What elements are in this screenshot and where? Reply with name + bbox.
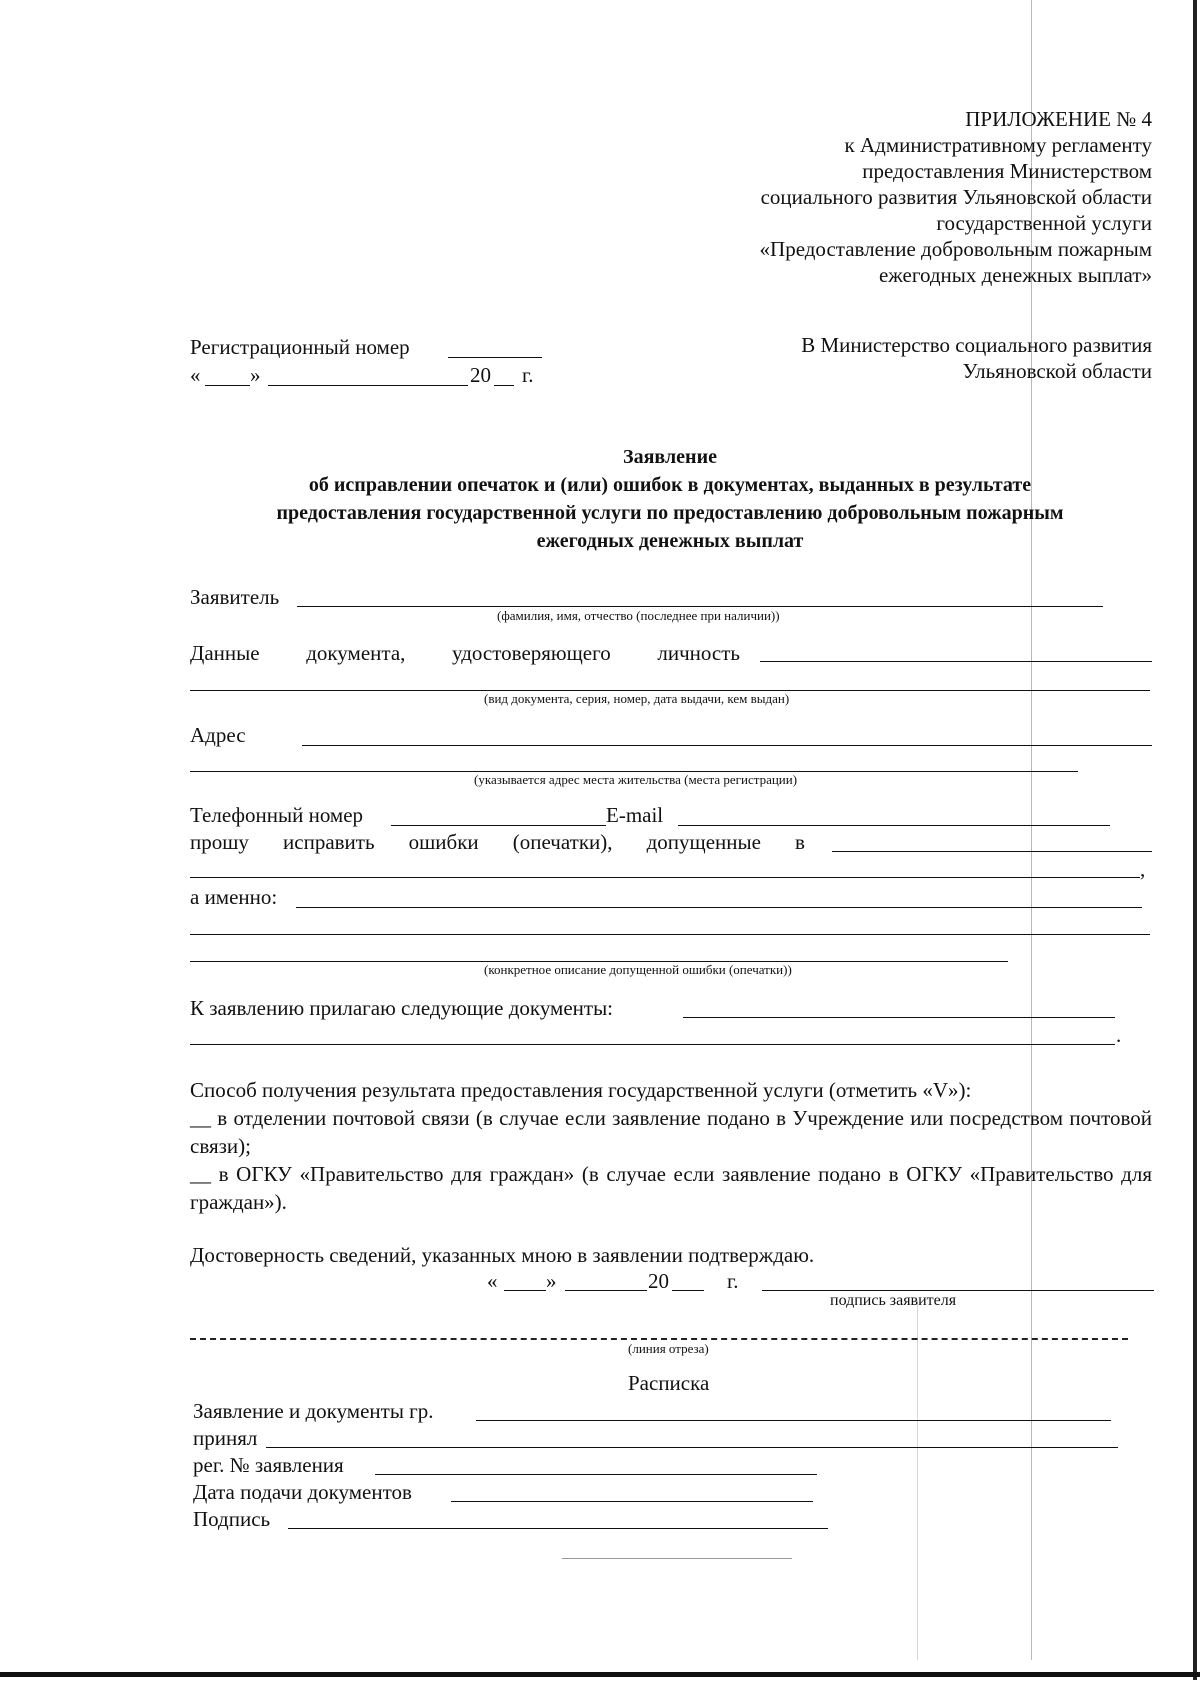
id-document-field[interactable] (760, 661, 1152, 662)
namely-label: а именно: (190, 885, 278, 909)
email-label: E-mail (606, 803, 664, 827)
bleed-through-line (562, 1558, 792, 1559)
applicant-label: Заявитель (190, 585, 280, 609)
title-line: предоставления государственной услуги по предоставлению добровольным пожарным (276, 502, 1064, 524)
confirm-year-prefix: 20 (648, 1269, 669, 1293)
address-field[interactable] (302, 745, 1152, 746)
request-label (190, 829, 805, 855)
receipt-docs-field[interactable] (476, 1420, 1111, 1421)
signature-field[interactable] (762, 1290, 1154, 1291)
scan-edge-bottom (0, 1672, 1200, 1677)
signature-hint: подпись заявителя (830, 1292, 957, 1309)
confirm-date-open: « (487, 1269, 498, 1293)
address-hint: (указывается адрес места жительства (места регистрации) (474, 772, 798, 787)
attachments-field-line2[interactable] (190, 1044, 1115, 1045)
cut-line (190, 1338, 1128, 1340)
addressee-line: Ульяновской области (962, 359, 1152, 383)
label-word: Данные (190, 641, 260, 665)
confirm-day-field[interactable] (504, 1290, 546, 1291)
method-option-ogku[interactable]: __ в ОГКУ «Правительство для граждан» (в случае если заявление подано в ОГКУ «Правительство для граждан»). (190, 1162, 1152, 1214)
label-word: личность (657, 641, 740, 665)
phone-field[interactable] (391, 825, 606, 826)
appendix-number: ПРИЛОЖЕНИЕ № 4 (965, 107, 1152, 131)
registration-date-open: « (190, 363, 201, 387)
label-word: ошибки (408, 830, 479, 854)
receipt-accepted-label: принял (193, 1426, 258, 1450)
registration-number-label: Регистрационный номер (190, 335, 410, 359)
label-word: (опечатки), (512, 830, 613, 854)
title-heading: Заявление (623, 446, 717, 468)
receipt-title: Расписка (628, 1371, 710, 1395)
method-option-post[interactable]: __ в отделении почтовой связи (в случае если заявление подано в Учреждение или посредством почтовой связи); (190, 1106, 1152, 1158)
confirm-year-suffix: г. (727, 1269, 739, 1293)
label-word: исправить (283, 830, 375, 854)
receipt-sign-field[interactable] (288, 1528, 828, 1529)
registration-date-close: » (250, 363, 261, 387)
document-title (180, 443, 1160, 555)
request-field-line2[interactable] (190, 877, 1140, 878)
id-document-hint: (вид документа, серия, номер, дата выдачи, кем выдан) (484, 691, 790, 706)
receipt-reg-label: рег. № заявления (193, 1453, 344, 1477)
appendix-line: «Предоставление добровольным пожарным (759, 237, 1152, 261)
registration-year-prefix: 20 (470, 363, 491, 387)
confirm-month-field[interactable] (565, 1290, 647, 1291)
addressee-block (801, 332, 1152, 384)
receipt-docs-label: Заявление и документы гр. (193, 1399, 434, 1423)
appendix-line: государственной услуги (936, 211, 1152, 235)
namely-field-line2[interactable] (190, 934, 1150, 935)
appendix-header (760, 106, 1152, 288)
request-comma: , (1140, 857, 1146, 881)
appendix-line: к Административному регламенту (844, 133, 1152, 157)
receipt-accepted-field[interactable] (266, 1447, 1118, 1448)
confirm-text: Достоверность сведений, указанных мною в заявлении подтверждаю. (190, 1243, 815, 1267)
attachments-field[interactable] (683, 1017, 1115, 1018)
addressee-line: В Министерство социального развития (801, 333, 1152, 357)
cut-line-label: (линия отреза) (624, 1342, 713, 1356)
registration-day-field[interactable] (205, 385, 250, 386)
label-word: в (795, 830, 805, 854)
appendix-line: предоставления Министерством (862, 159, 1152, 183)
scan-artifact-line (917, 1300, 918, 1660)
registration-number-field[interactable] (448, 357, 542, 358)
receipt-reg-field[interactable] (375, 1474, 817, 1475)
receipt-sign-label: Подпись (193, 1507, 271, 1531)
label-word: прошу (190, 830, 249, 854)
label-word: документа, (306, 641, 406, 665)
method-label: Способ получения результата предоставления государственной услуги (отметить «V»): (190, 1078, 972, 1102)
title-line: об исправлении опечаток и (или) ошибок в документах, выданных в результате (308, 474, 1032, 496)
error-hint: (конкретное описание допущенной ошибки (опечатки)) (484, 962, 792, 977)
namely-field[interactable] (296, 907, 1142, 908)
receipt-date-field[interactable] (451, 1501, 813, 1502)
appendix-line: ежегодных денежных выплат» (878, 263, 1152, 287)
applicant-field[interactable] (297, 606, 1103, 607)
attachments-label: К заявлению прилагаю следующие документы: (190, 996, 614, 1020)
id-document-label (190, 640, 740, 666)
title-line: ежегодных денежных выплат (536, 530, 804, 552)
scan-edge-right (1193, 0, 1197, 1680)
attachments-period: . (1116, 1023, 1122, 1047)
label-word: удостоверяющего (452, 641, 611, 665)
label-word: допущенные (646, 830, 761, 854)
registration-year-field[interactable] (494, 385, 514, 386)
request-field[interactable] (832, 851, 1152, 852)
receipt-date-label: Дата подачи документов (193, 1480, 412, 1504)
registration-month-field[interactable] (268, 385, 468, 386)
confirm-date-close: » (546, 1269, 557, 1293)
email-field[interactable] (678, 825, 1110, 826)
phone-label: Телефонный номер (190, 803, 364, 827)
appendix-line: социального развития Ульяновской области (760, 185, 1152, 209)
confirm-year-field[interactable] (672, 1290, 704, 1291)
applicant-hint: (фамилия, имя, отчество (последнее при наличии)) (497, 608, 780, 623)
registration-year-suffix: г. (522, 363, 534, 387)
address-label: Адрес (190, 723, 246, 747)
